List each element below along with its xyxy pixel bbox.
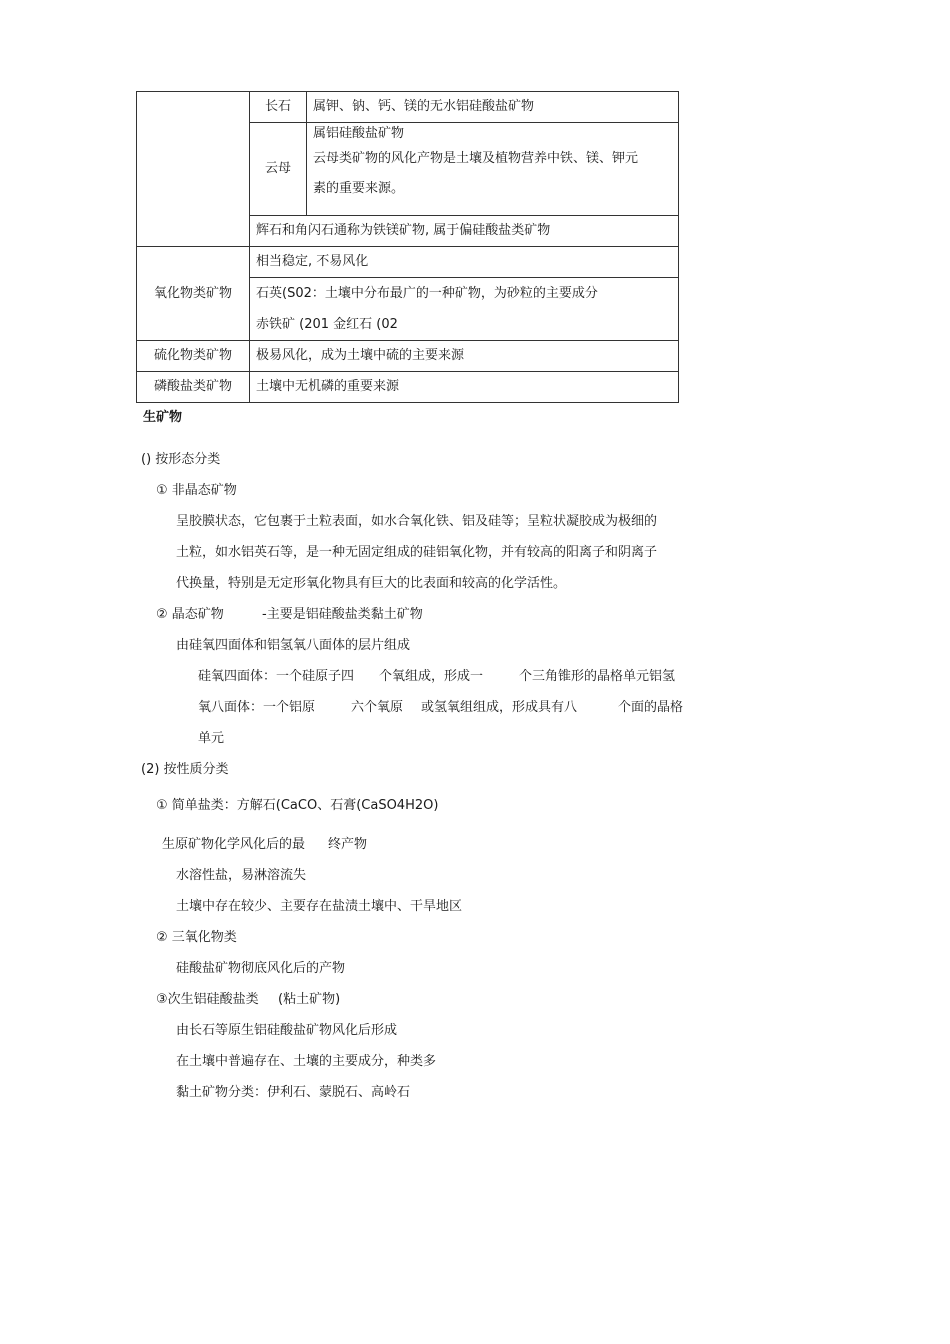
- paragraph-line: 硅酸盐矿物彻底风化后的产物: [176, 961, 346, 976]
- category-cell: 磷酸盐类矿物: [137, 372, 250, 403]
- paragraph-line: 硅氧四面体：一个硅原子四: [198, 669, 355, 684]
- mineral-desc-cell: 属钾、钠、钙、镁的无水铝硅酸盐矿物: [307, 92, 679, 123]
- mineral-table: [136, 91, 679, 403]
- paragraph-line: 六个氧原: [351, 700, 404, 715]
- paragraph-line: 单元: [198, 731, 225, 746]
- paragraph-line: 土粒，如水铝英石等，是一种无固定组成的硅铝氧化物，并有较高的阳离子和阴离子: [176, 545, 658, 560]
- paragraph-line: 个氧组成，形成一: [379, 669, 484, 684]
- subsection-heading: () 按形态分类: [141, 452, 221, 467]
- mineral-name-cell: 云母: [250, 123, 307, 216]
- paragraph-line: 终产物: [328, 837, 368, 852]
- paragraph-line: 生原矿物化学风化后的最: [162, 837, 306, 852]
- item-title: ③次生铝硅酸盐类: [156, 992, 259, 1007]
- paragraph-line: 由长石等原生铝硅酸盐矿物风化后形成: [176, 1023, 398, 1038]
- paragraph-line: 氧八面体：一个铝原: [198, 700, 316, 715]
- paragraph-line: 呈胶膜状态，它包裹于土粒表面，如水合氧化铁、铝及硅等；呈粒状凝胶成为极细的: [176, 514, 658, 529]
- mineral-desc-cell: 土壤中无机磷的重要来源: [250, 372, 679, 403]
- cell-line: 赤铁矿 (201 金红石 (02: [256, 317, 398, 332]
- paragraph-line: 水溶性盐，易淋溶流失: [176, 868, 307, 883]
- item-title: ② 三氧化物类: [156, 930, 237, 945]
- cell-line: 石英(S02：土壤中分布最广的一种矿物，为砂粒的主要成分: [256, 286, 598, 301]
- paragraph-line: 黏土矿物分类：伊利石、蒙脱石、高岭石: [176, 1085, 411, 1100]
- paragraph-line: 由硅氧四面体和铝氢氧八面体的层片组成: [176, 638, 411, 653]
- category-cell-silicate: [137, 92, 250, 247]
- item-note: -主要是铝硅酸盐类黏土矿物: [262, 607, 423, 622]
- paragraph-line: 代换量，特别是无定形氧化物具有巨大的比表面和较高的化学活性。: [176, 576, 567, 591]
- paragraph-line: 个面的晶格: [618, 700, 684, 715]
- item-title: ① 非晶态矿物: [156, 483, 237, 498]
- item-note: (粘土矿物): [278, 992, 341, 1007]
- table-row: [137, 372, 679, 403]
- table-row: [137, 92, 679, 123]
- section-heading: 生矿物: [143, 410, 183, 425]
- cell-line: 素的重要来源。: [313, 181, 405, 196]
- paragraph-line: 个三角锥形的晶格单元铝氢: [519, 669, 676, 684]
- cell-line: 属铝硅酸盐矿物: [313, 126, 405, 141]
- table-row: [137, 341, 679, 372]
- table-row: [137, 247, 679, 278]
- mineral-desc-cell: [250, 278, 679, 341]
- mineral-name-cell: 长石: [250, 92, 307, 123]
- paragraph-line: 土壤中存在较少、主要存在盐渍土壤中、干旱地区: [176, 899, 463, 914]
- category-cell: 氧化物类矿物: [137, 247, 250, 341]
- category-cell: 硫化物类矿物: [137, 341, 250, 372]
- cell-line: 云母类矿物的风化产物是土壤及植物营养中铁、镁、钾元: [313, 151, 639, 166]
- item-title: ② 晶态矿物: [156, 607, 224, 622]
- item-title: ① 简单盐类：方解石(CaCO、石膏(CaSO4H2O): [156, 798, 439, 813]
- paragraph-line: 或氢氧组组成，形成具有八: [421, 700, 578, 715]
- mineral-desc-cell: 极易风化，成为土壤中硫的主要来源: [250, 341, 679, 372]
- subsection-heading: (2) 按性质分类: [141, 762, 229, 777]
- mineral-desc-cell: 辉石和角闪石通称为铁镁矿物, 属于偏硅酸盐类矿物: [250, 216, 679, 247]
- paragraph-line: 在土壤中普遍存在、土壤的主要成分，种类多: [176, 1054, 437, 1069]
- mineral-desc-cell: 相当稳定, 不易风化: [250, 247, 679, 278]
- mineral-desc-cell: [307, 123, 679, 216]
